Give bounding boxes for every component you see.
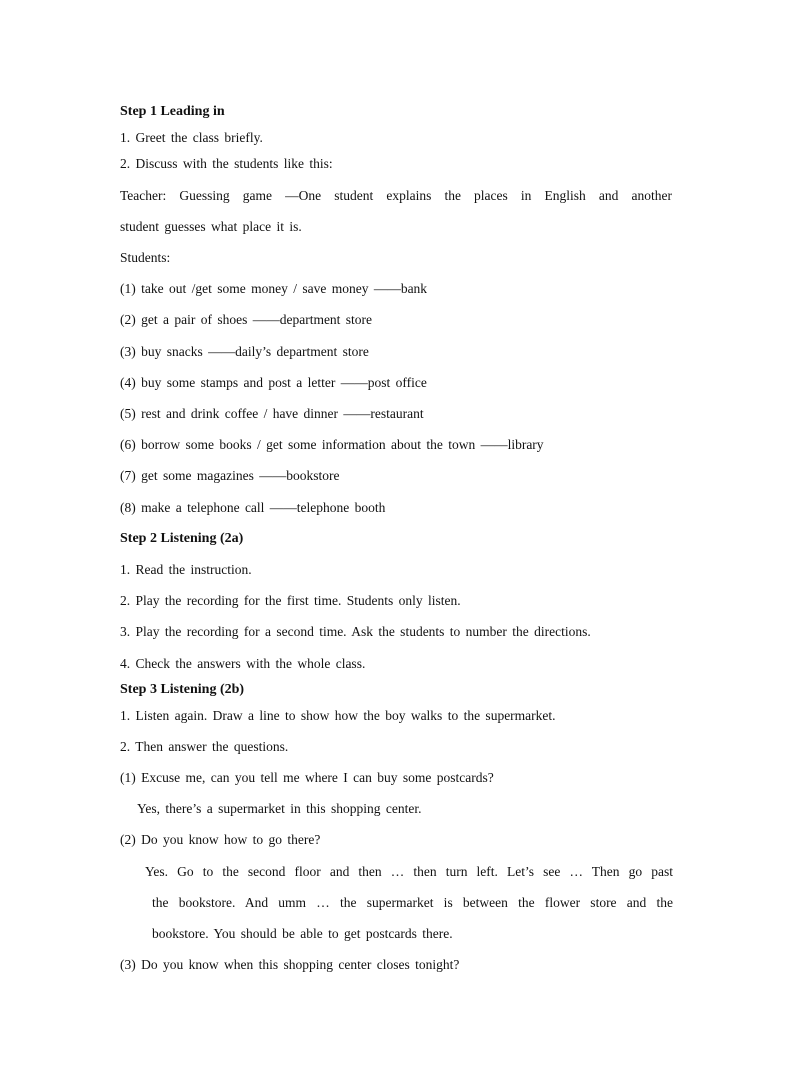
list-item: 3. Play the recording for a second time. Ask the students to number the directions. xyxy=(120,624,591,639)
answer-cont: the bookstore. And umm … the supermarket is between the flower store and the xyxy=(152,895,673,910)
step2-heading: Step 2 Listening (2a) xyxy=(120,531,244,546)
list-item: (8) make a telephone call ——telephone booth xyxy=(120,500,386,515)
list-item: (2) get a pair of shoes ——department store xyxy=(120,312,373,327)
answer-cont: bookstore. You should be able to get postcards there. xyxy=(152,926,453,941)
list-item: (3) buy snacks ——daily’s department store xyxy=(120,344,369,359)
list-item: 1. Read the instruction. xyxy=(120,562,252,577)
question: (2) Do you know how to go there? xyxy=(120,832,321,847)
list-item: (7) get some magazines ——bookstore xyxy=(120,468,340,483)
list-item: (1) take out /get some money / save money ——bank xyxy=(120,281,428,296)
list-item: 4. Check the answers with the whole class. xyxy=(120,656,366,671)
answer: Yes, there’s a supermarket in this shopping center. xyxy=(137,801,422,816)
list-item: (4) buy some stamps and post a letter ——post office xyxy=(120,375,427,390)
question: (3) Do you know when this shopping center closes tonight? xyxy=(120,957,460,972)
step1-heading: Step 1 Leading in xyxy=(120,104,225,119)
step1-line: 2. Discuss with the students like this: xyxy=(120,156,333,171)
answer: Yes. Go to the second floor and then … then turn left. Let’s see … Then go past xyxy=(145,864,673,879)
step1-line: 1. Greet the class briefly. xyxy=(120,130,263,145)
students-label: Students: xyxy=(120,250,171,265)
teacher-line: Teacher: Guessing game —One student explains the places in English and another xyxy=(120,188,672,203)
list-item: 2. Play the recording for the first time. Students only listen. xyxy=(120,593,461,608)
teacher-line-cont: student guesses what place it is. xyxy=(120,219,302,234)
list-item: 1. Listen again. Draw a line to show how the boy walks to the supermarket. xyxy=(120,708,556,723)
step3-heading: Step 3 Listening (2b) xyxy=(120,682,245,697)
list-item: (6) borrow some books / get some information about the town ——library xyxy=(120,437,544,452)
question: (1) Excuse me, can you tell me where I can buy some postcards? xyxy=(120,770,494,785)
list-item: (5) rest and drink coffee / have dinner ——restaurant xyxy=(120,406,424,421)
list-item: 2. Then answer the questions. xyxy=(120,739,289,754)
